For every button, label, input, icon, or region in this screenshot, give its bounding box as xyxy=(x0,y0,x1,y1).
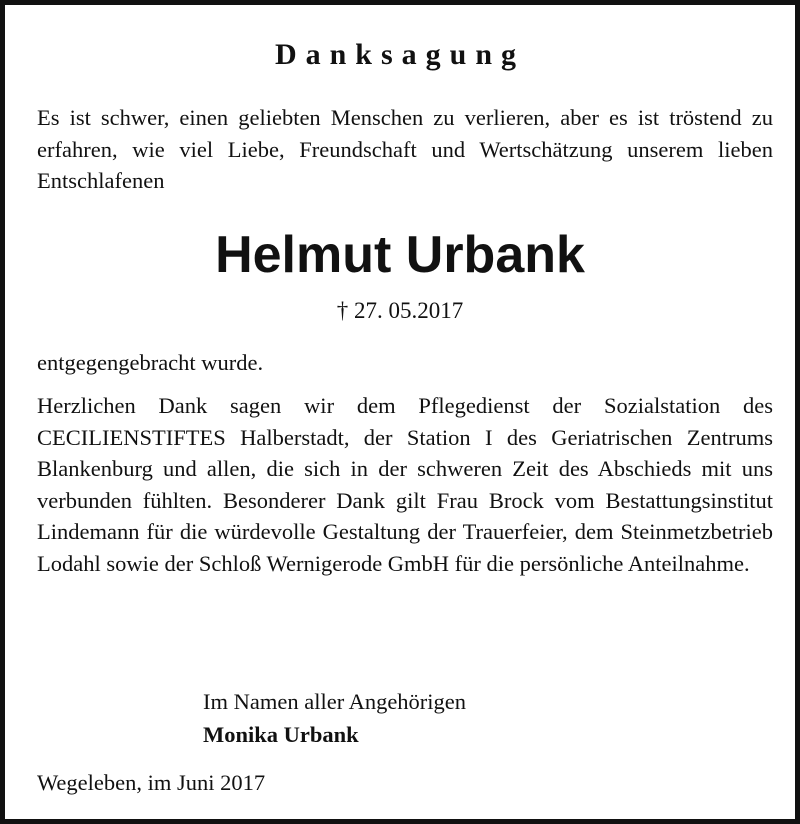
continuation-line: entgegengebracht wurde. xyxy=(37,350,264,375)
deceased-name: Helmut Urbank xyxy=(215,226,585,284)
thanks-paragraph: Herzlichen Dank sagen wir dem Pflegedienst der Sozialstation des CECILIENSTIFTES Halberstadt, der Station I des Geriatrischen Zentrums Blankenburg und allen, die sich in der schweren Zeit des Abschieds mit uns verbunden fühlten. Besonderer Dank gilt Frau Brock vom Bestattungsinstitut Lindemann für die würdevolle Gestaltung der Trauerfeier, dem Steinmetzbetrieb Lodahl sowie der Schloß Wernigerode GmbH für die persönliche Anteilnahme. xyxy=(37,393,773,576)
notice-heading: Danksagung xyxy=(274,38,526,71)
place-and-date: Wegeleben, im Juni 2017 xyxy=(37,770,266,795)
death-date: † 27. 05.2017 xyxy=(336,298,464,323)
signature-block xyxy=(203,685,466,751)
signer-name: Monika Urbank xyxy=(203,722,359,747)
on-behalf-line: Im Namen aller Angehörigen xyxy=(203,689,467,714)
intro-paragraph: Es ist schwer, einen geliebten Menschen zu verlieren, aber es ist tröstend zu erfahren, wie viel Liebe, Freundschaft und Wertschätzung unserem lieben Entschlafenen xyxy=(37,105,773,193)
